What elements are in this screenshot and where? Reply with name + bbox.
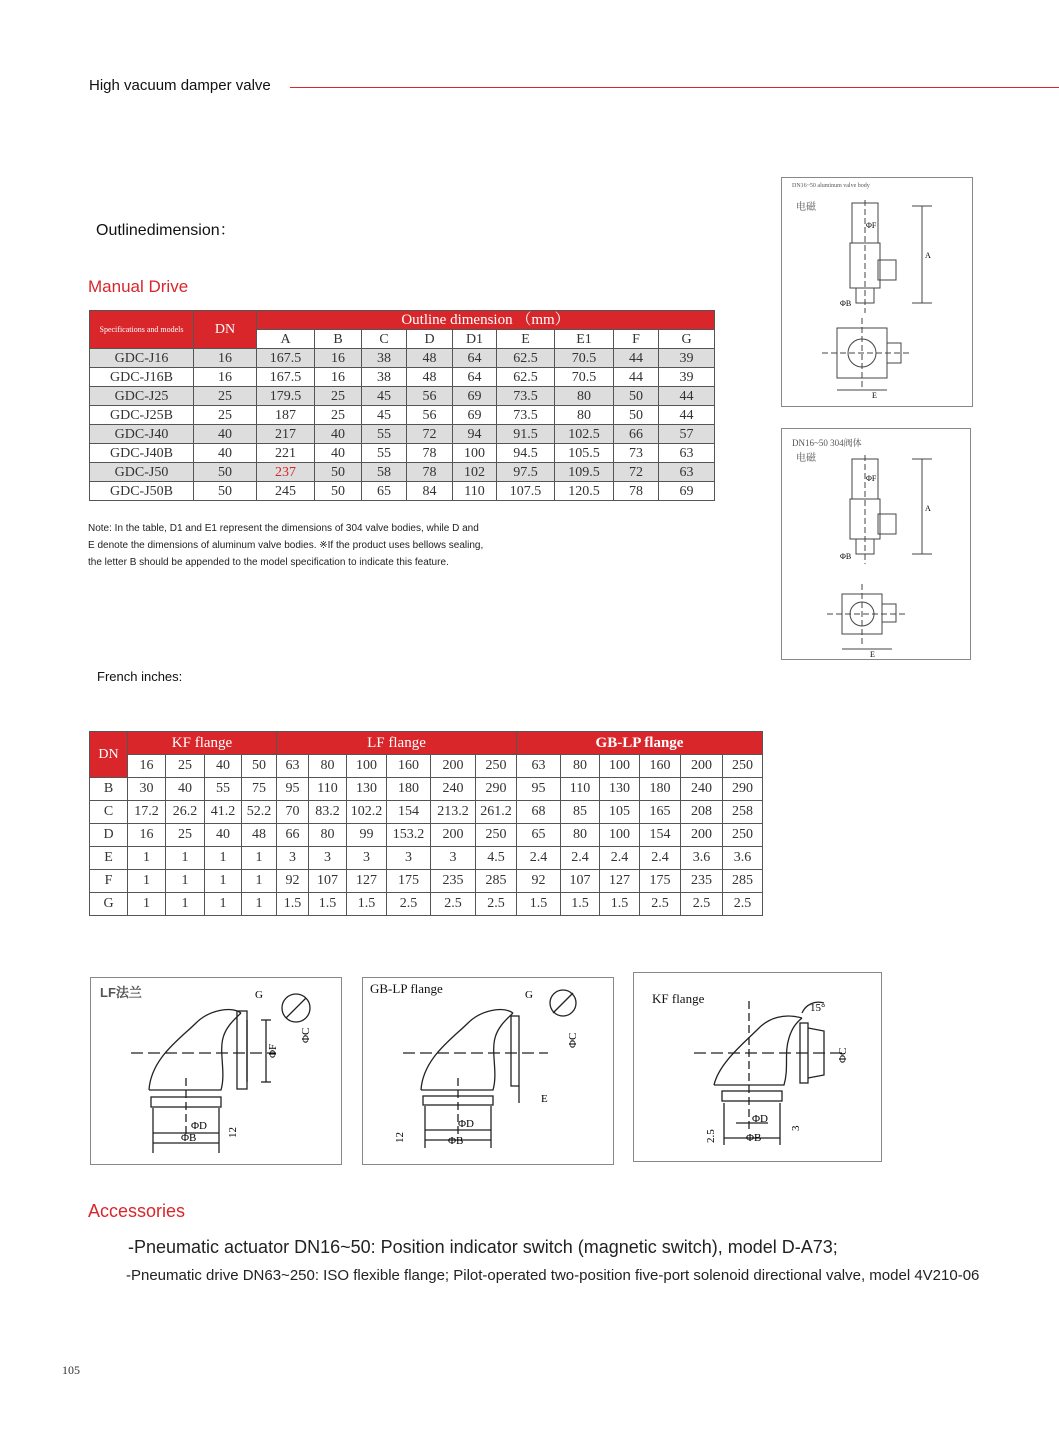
phi-b-label: ΦB bbox=[840, 552, 852, 561]
row-label-cell: E bbox=[90, 847, 128, 870]
table-cell: 2.5 bbox=[681, 893, 723, 916]
table-cell: 44 bbox=[659, 387, 715, 406]
table-cell: 250 bbox=[723, 824, 763, 847]
model-cell: GDC-J40B bbox=[90, 444, 194, 463]
row-label-cell: B bbox=[90, 778, 128, 801]
table-cell: 2.4 bbox=[561, 847, 600, 870]
table-cell: 1 bbox=[205, 870, 242, 893]
table-cell: 25 bbox=[166, 824, 205, 847]
table-cell: 2.5 bbox=[476, 893, 517, 916]
phi-b-label: ΦB bbox=[448, 1135, 464, 1147]
table-cell: 85 bbox=[561, 801, 600, 824]
table-cell: 50 bbox=[315, 482, 362, 501]
table-cell: 1 bbox=[166, 847, 205, 870]
table-body bbox=[90, 778, 763, 916]
stainless-valve-body-drawing bbox=[781, 428, 971, 660]
table-cell: 167.5 bbox=[257, 349, 315, 368]
dim-a-label: A bbox=[925, 504, 931, 513]
table-cell: 110 bbox=[561, 778, 600, 801]
table-row bbox=[90, 847, 763, 870]
table-cell: 50 bbox=[194, 463, 257, 482]
table-cell: 1 bbox=[205, 847, 242, 870]
row-label-cell: G bbox=[90, 893, 128, 916]
table-cell: 50 bbox=[614, 406, 659, 425]
table-cell: 64 bbox=[453, 349, 497, 368]
valve1-sub: 电磁 bbox=[796, 202, 816, 213]
table-cell: 290 bbox=[723, 778, 763, 801]
outline-dimension-heading: Outlinedimension： bbox=[96, 222, 236, 239]
table-cell: 154 bbox=[640, 824, 681, 847]
table-cell: 2.4 bbox=[640, 847, 681, 870]
phi-f-label: ΦF bbox=[866, 474, 877, 483]
table-cell: 200 bbox=[431, 824, 476, 847]
table-cell: 39 bbox=[659, 349, 715, 368]
table-cell: 102 bbox=[453, 463, 497, 482]
manual-drive-heading: Manual Drive bbox=[88, 277, 189, 296]
table-cell: 50 bbox=[614, 387, 659, 406]
phi-b-label: ΦB bbox=[840, 299, 852, 308]
table-cell: 73.5 bbox=[497, 406, 555, 425]
table-row bbox=[90, 368, 715, 387]
table-cell: 3 bbox=[387, 847, 431, 870]
table-cell: 40 bbox=[205, 824, 242, 847]
column-header: E bbox=[497, 330, 555, 349]
dn-value-cell: 200 bbox=[431, 755, 476, 778]
page-number: 105 bbox=[62, 1363, 80, 1377]
table-row bbox=[90, 425, 715, 444]
table-cell: 16 bbox=[194, 368, 257, 387]
table-cell: 73 bbox=[614, 444, 659, 463]
column-header: C bbox=[362, 330, 407, 349]
table-cell: 221 bbox=[257, 444, 315, 463]
table-cell: 56 bbox=[407, 406, 453, 425]
table-cell: 56 bbox=[407, 387, 453, 406]
table-cell: 68 bbox=[517, 801, 561, 824]
dim-12-label: 12 bbox=[227, 1127, 239, 1138]
dim-2-5-label: 2.5 bbox=[705, 1129, 717, 1143]
table-cell: 235 bbox=[681, 870, 723, 893]
table-cell: 2.5 bbox=[723, 893, 763, 916]
lf-flange-header: LF flange bbox=[277, 732, 517, 755]
note-line: the letter B should be appended to the model specification to indicate this feature. bbox=[88, 557, 449, 568]
table-cell: 107 bbox=[561, 870, 600, 893]
angle-label: 15° bbox=[810, 1002, 826, 1014]
dn-header: DN bbox=[90, 732, 128, 778]
table-cell: 3.6 bbox=[681, 847, 723, 870]
table-cell: 1.5 bbox=[517, 893, 561, 916]
dn-value-cell: 40 bbox=[205, 755, 242, 778]
table-cell: 237 bbox=[257, 463, 315, 482]
flange-dimension-table bbox=[89, 731, 763, 916]
table-cell: 69 bbox=[659, 482, 715, 501]
table-cell: 73.5 bbox=[497, 387, 555, 406]
phi-d-label: ΦD bbox=[458, 1118, 474, 1130]
table-cell: 91.5 bbox=[497, 425, 555, 444]
table-row bbox=[90, 482, 715, 501]
table-cell: 107.5 bbox=[497, 482, 555, 501]
table-cell: 72 bbox=[614, 463, 659, 482]
table-cell: 17.2 bbox=[128, 801, 166, 824]
table-cell: 110 bbox=[453, 482, 497, 501]
model-cell: GDC-J16B bbox=[90, 368, 194, 387]
table-cell: 50 bbox=[194, 482, 257, 501]
lf-flange-drawing bbox=[91, 978, 341, 1164]
table-cell: 102.2 bbox=[347, 801, 387, 824]
table-cell: 130 bbox=[347, 778, 387, 801]
table-cell: 120.5 bbox=[555, 482, 614, 501]
table-row bbox=[90, 349, 715, 368]
column-header: G bbox=[659, 330, 715, 349]
table-cell: 1 bbox=[128, 893, 166, 916]
gb-lp-flange-label: GB-LP flange bbox=[370, 981, 443, 996]
table-cell: 40 bbox=[194, 425, 257, 444]
kf-flange-drawing bbox=[634, 973, 881, 1161]
dn-value-cell: 63 bbox=[277, 755, 309, 778]
aluminum-valve-body-drawing bbox=[781, 177, 973, 407]
table-cell: 40 bbox=[166, 778, 205, 801]
phi-c-label: ΦC bbox=[300, 1027, 312, 1043]
table-cell: 80 bbox=[561, 824, 600, 847]
table-cell: 2.5 bbox=[431, 893, 476, 916]
table-cell: 250 bbox=[476, 824, 517, 847]
valve1-sketch bbox=[782, 178, 972, 406]
table-cell: 95 bbox=[517, 778, 561, 801]
dn-value-cell: 160 bbox=[387, 755, 431, 778]
dn-value-cell: 25 bbox=[166, 755, 205, 778]
table-cell: 64 bbox=[453, 368, 497, 387]
table-cell: 100 bbox=[600, 824, 640, 847]
table-cell: 2.5 bbox=[387, 893, 431, 916]
table-cell: 78 bbox=[407, 444, 453, 463]
table-cell: 1.5 bbox=[600, 893, 640, 916]
table-cell: 102.5 bbox=[555, 425, 614, 444]
row-label-cell: C bbox=[90, 801, 128, 824]
table-cell: 109.5 bbox=[555, 463, 614, 482]
table-row bbox=[90, 893, 763, 916]
column-header: D bbox=[407, 330, 453, 349]
table-cell: 62.5 bbox=[497, 349, 555, 368]
table-cell: 187 bbox=[257, 406, 315, 425]
dn-value-cell: 100 bbox=[347, 755, 387, 778]
table-cell: 127 bbox=[347, 870, 387, 893]
gb-lp-flange-diagram bbox=[362, 977, 614, 1165]
accessories-heading: Accessories bbox=[88, 1201, 186, 1221]
table-cell: 1.5 bbox=[309, 893, 347, 916]
table-cell: 65 bbox=[517, 824, 561, 847]
table-cell: 167.5 bbox=[257, 368, 315, 387]
table-cell: 80 bbox=[555, 406, 614, 425]
table-cell: 180 bbox=[640, 778, 681, 801]
lf-flange-diagram bbox=[90, 977, 342, 1165]
kf-flange-diagram bbox=[633, 972, 882, 1162]
table-cell: 44 bbox=[659, 406, 715, 425]
model-cell: GDC-J25 bbox=[90, 387, 194, 406]
table-cell: 3 bbox=[347, 847, 387, 870]
dim-e-label: E bbox=[872, 391, 877, 400]
table-row bbox=[90, 778, 763, 801]
note-line: E denote the dimensions of aluminum valve bodies. ※If the product uses bellows sealing, bbox=[88, 540, 484, 551]
table-cell: 2.4 bbox=[600, 847, 640, 870]
table-cell: 70 bbox=[277, 801, 309, 824]
dn-value-cell: 160 bbox=[640, 755, 681, 778]
table-cell: 30 bbox=[128, 778, 166, 801]
table-cell: 48 bbox=[407, 368, 453, 387]
valve1-caption: DN16~50 aluminum valve body bbox=[792, 183, 870, 189]
dn-value-cell: 63 bbox=[517, 755, 561, 778]
table-cell: 39 bbox=[659, 368, 715, 387]
table-cell: 55 bbox=[362, 425, 407, 444]
table-cell: 16 bbox=[315, 368, 362, 387]
table-cell: 127 bbox=[600, 870, 640, 893]
table-cell: 154 bbox=[387, 801, 431, 824]
table-cell: 290 bbox=[476, 778, 517, 801]
table-cell: 58 bbox=[362, 463, 407, 482]
row-label-cell: D bbox=[90, 824, 128, 847]
table-cell: 92 bbox=[517, 870, 561, 893]
table-cell: 72 bbox=[407, 425, 453, 444]
table-cell: 38 bbox=[362, 349, 407, 368]
table-cell: 1 bbox=[128, 870, 166, 893]
table-cell: 1.5 bbox=[277, 893, 309, 916]
table-cell: 69 bbox=[453, 387, 497, 406]
table-cell: 2.5 bbox=[640, 893, 681, 916]
model-cell: GDC-J40 bbox=[90, 425, 194, 444]
dn-value-cell: 100 bbox=[600, 755, 640, 778]
table-cell: 25 bbox=[315, 387, 362, 406]
table-cell: 63 bbox=[659, 463, 715, 482]
phi-b-label: ΦB bbox=[746, 1132, 762, 1144]
table-cell: 1 bbox=[166, 893, 205, 916]
column-header: B bbox=[315, 330, 362, 349]
table-note bbox=[88, 520, 528, 571]
dn-value-cell: 200 bbox=[681, 755, 723, 778]
table-cell: 153.2 bbox=[387, 824, 431, 847]
table-cell: 83.2 bbox=[309, 801, 347, 824]
dn-value-cell: 80 bbox=[561, 755, 600, 778]
table-cell: 80 bbox=[309, 824, 347, 847]
table-cell: 92 bbox=[277, 870, 309, 893]
table-cell: 55 bbox=[205, 778, 242, 801]
table-cell: 70.5 bbox=[555, 368, 614, 387]
gb-lp-flange-drawing bbox=[363, 978, 613, 1164]
table-cell: 38 bbox=[362, 368, 407, 387]
dn-value-cell: 250 bbox=[723, 755, 763, 778]
table-row bbox=[90, 406, 715, 425]
kf-flange-header: KF flange bbox=[128, 732, 277, 755]
table-cell: 40 bbox=[315, 444, 362, 463]
manual-drive-dimension-table bbox=[89, 310, 715, 501]
dn-value-cell: 16 bbox=[128, 755, 166, 778]
header-rule bbox=[290, 87, 1059, 88]
table-cell: 78 bbox=[407, 463, 453, 482]
table-cell: 44 bbox=[614, 368, 659, 387]
valve2-caption: DN16~50 304阀体 bbox=[792, 438, 862, 448]
table-cell: 25 bbox=[194, 387, 257, 406]
model-cell: GDC-J25B bbox=[90, 406, 194, 425]
dim-e-label: E bbox=[870, 650, 875, 659]
table-cell: 1.5 bbox=[347, 893, 387, 916]
table-row bbox=[90, 824, 763, 847]
dn-header: DN bbox=[194, 311, 257, 349]
table-cell: 175 bbox=[387, 870, 431, 893]
table-cell: 130 bbox=[600, 778, 640, 801]
phi-c-label: ΦC bbox=[837, 1047, 849, 1063]
table-cell: 3 bbox=[277, 847, 309, 870]
phi-d-label: ΦD bbox=[752, 1113, 768, 1125]
dn-value-cell: 80 bbox=[309, 755, 347, 778]
table-cell: 240 bbox=[431, 778, 476, 801]
table-cell: 16 bbox=[128, 824, 166, 847]
table-cell: 110 bbox=[309, 778, 347, 801]
table-row bbox=[90, 870, 763, 893]
model-cell: GDC-J50B bbox=[90, 482, 194, 501]
table-cell: 99 bbox=[347, 824, 387, 847]
dn-value-cell: 250 bbox=[476, 755, 517, 778]
table-cell: 66 bbox=[277, 824, 309, 847]
outline-dimension-header: Outline dimension （mm） bbox=[257, 311, 715, 330]
column-header: A bbox=[257, 330, 315, 349]
table-cell: 65 bbox=[362, 482, 407, 501]
table-cell: 1.5 bbox=[561, 893, 600, 916]
table-cell: 1 bbox=[242, 870, 277, 893]
g-label: G bbox=[525, 989, 533, 1001]
dim-12-label: 12 bbox=[394, 1132, 406, 1143]
table-cell: 75 bbox=[242, 778, 277, 801]
table-row bbox=[90, 387, 715, 406]
column-header: F bbox=[614, 330, 659, 349]
dim-3-label: 3 bbox=[790, 1125, 802, 1131]
table-cell: 25 bbox=[194, 406, 257, 425]
table-cell: 94 bbox=[453, 425, 497, 444]
note-line: Note: In the table, D1 and E1 represent the dimensions of 304 valve bodies, while D and bbox=[88, 523, 479, 534]
phi-f-label: ΦF bbox=[267, 1043, 279, 1058]
table-cell: 208 bbox=[681, 801, 723, 824]
table-cell: 66 bbox=[614, 425, 659, 444]
table-cell: 70.5 bbox=[555, 349, 614, 368]
table-cell: 105 bbox=[600, 801, 640, 824]
table-cell: 57 bbox=[659, 425, 715, 444]
spec-header: Specifications and models bbox=[90, 311, 194, 349]
table-cell: 258 bbox=[723, 801, 763, 824]
table-cell: 50 bbox=[315, 463, 362, 482]
table-cell: 240 bbox=[681, 778, 723, 801]
table-cell: 175 bbox=[640, 870, 681, 893]
table-cell: 41.2 bbox=[205, 801, 242, 824]
table-row bbox=[90, 444, 715, 463]
table-cell: 4.5 bbox=[476, 847, 517, 870]
table-cell: 84 bbox=[407, 482, 453, 501]
phi-b-label: ΦB bbox=[181, 1132, 197, 1144]
dn-value-cell: 50 bbox=[242, 755, 277, 778]
table-cell: 3 bbox=[431, 847, 476, 870]
table-cell: 100 bbox=[453, 444, 497, 463]
table-cell: 97.5 bbox=[497, 463, 555, 482]
table-row bbox=[90, 463, 715, 482]
table-cell: 62.5 bbox=[497, 368, 555, 387]
table-cell: 107 bbox=[309, 870, 347, 893]
table-cell: 235 bbox=[431, 870, 476, 893]
table-cell: 48 bbox=[407, 349, 453, 368]
dim-a-label: A bbox=[925, 251, 931, 260]
table-cell: 45 bbox=[362, 406, 407, 425]
accessory-item: -Pneumatic drive DN63~250: ISO flexible flange; Pilot-operated two-position five-port solenoid directional valve, model 4V210-06 bbox=[126, 1267, 980, 1284]
kf-flange-label: KF flange bbox=[652, 991, 705, 1006]
table-cell: 40 bbox=[315, 425, 362, 444]
table-cell: 1 bbox=[242, 893, 277, 916]
table-cell: 26.2 bbox=[166, 801, 205, 824]
table-row bbox=[90, 801, 763, 824]
table-cell: 25 bbox=[315, 406, 362, 425]
gb-lp-flange-header: GB-LP flange bbox=[517, 732, 763, 755]
table-cell: 105.5 bbox=[555, 444, 614, 463]
table-cell: 179.5 bbox=[257, 387, 315, 406]
table-cell: 1 bbox=[166, 870, 205, 893]
lf-flange-label: LF法兰 bbox=[100, 985, 142, 1000]
table-cell: 200 bbox=[681, 824, 723, 847]
table-cell: 285 bbox=[476, 870, 517, 893]
table-cell: 285 bbox=[723, 870, 763, 893]
table-cell: 245 bbox=[257, 482, 315, 501]
table-cell: 2.4 bbox=[517, 847, 561, 870]
table-cell: 217 bbox=[257, 425, 315, 444]
table-cell: 45 bbox=[362, 387, 407, 406]
table-cell: 94.5 bbox=[497, 444, 555, 463]
table-cell: 1 bbox=[242, 847, 277, 870]
phi-f-label: ΦF bbox=[866, 221, 877, 230]
e-label: E bbox=[541, 1093, 548, 1105]
table-body bbox=[90, 349, 715, 501]
table-cell: 55 bbox=[362, 444, 407, 463]
table-cell: 180 bbox=[387, 778, 431, 801]
table-cell: 44 bbox=[614, 349, 659, 368]
accessory-item: -Pneumatic actuator DN16~50: Position indicator switch (magnetic switch), model D-A73; bbox=[128, 1237, 838, 1257]
table-cell: 165 bbox=[640, 801, 681, 824]
g-label: G bbox=[255, 989, 263, 1001]
table-cell: 69 bbox=[453, 406, 497, 425]
table-cell: 213.2 bbox=[431, 801, 476, 824]
column-header: E1 bbox=[555, 330, 614, 349]
table-cell: 95 bbox=[277, 778, 309, 801]
table-cell: 80 bbox=[555, 387, 614, 406]
table-cell: 3 bbox=[309, 847, 347, 870]
row-label-cell: F bbox=[90, 870, 128, 893]
table-cell: 52.2 bbox=[242, 801, 277, 824]
dn-values-row bbox=[90, 755, 763, 778]
table-cell: 16 bbox=[315, 349, 362, 368]
valve2-sketch bbox=[782, 429, 970, 659]
table-cell: 1 bbox=[128, 847, 166, 870]
valve2-sub: 电磁 bbox=[796, 453, 816, 464]
table-cell: 48 bbox=[242, 824, 277, 847]
model-cell: GDC-J50 bbox=[90, 463, 194, 482]
table-cell: 16 bbox=[194, 349, 257, 368]
model-cell: GDC-J16 bbox=[90, 349, 194, 368]
table-cell: 78 bbox=[614, 482, 659, 501]
column-header: D1 bbox=[453, 330, 497, 349]
document-title: High vacuum damper valve bbox=[89, 77, 271, 94]
french-inches-heading: French inches: bbox=[97, 669, 183, 684]
table-cell: 1 bbox=[205, 893, 242, 916]
table-cell: 40 bbox=[194, 444, 257, 463]
phi-d-label: ΦD bbox=[191, 1120, 207, 1132]
phi-c-label: ΦC bbox=[567, 1032, 579, 1048]
table-cell: 261.2 bbox=[476, 801, 517, 824]
table-cell: 63 bbox=[659, 444, 715, 463]
table-cell: 3.6 bbox=[723, 847, 763, 870]
